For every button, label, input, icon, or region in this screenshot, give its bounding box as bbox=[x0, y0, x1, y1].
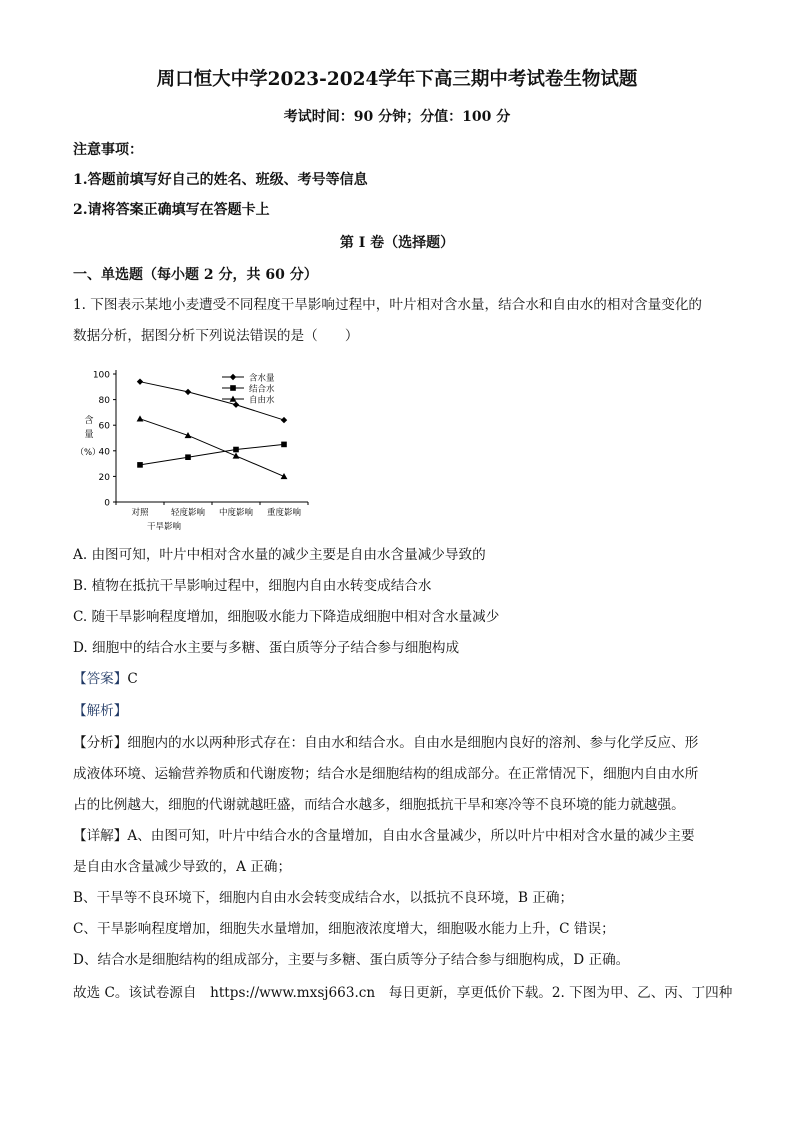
answer-line bbox=[73, 669, 138, 689]
fenxi-text-1: 细胞内的水以两种形式存在：自由水和结合水。自由水是细胞内良好的溶剂、参与化学反应、形 bbox=[127, 735, 699, 751]
data-point bbox=[281, 417, 287, 423]
volume-heading: 第 I 卷（选择题） bbox=[339, 235, 455, 251]
data-point bbox=[281, 473, 288, 479]
notice-heading: 注意事项： bbox=[73, 142, 143, 158]
y-tick-label: 20 bbox=[98, 472, 110, 483]
y-tick-label: 100 bbox=[92, 370, 110, 381]
y-axis-title-char: 量 bbox=[84, 430, 94, 440]
fenxi-line-1 bbox=[73, 733, 698, 753]
xiangjie-line-4: C、干旱影响程度增加，细胞失水量增加，细胞液浓度增大，细胞吸水能力上升，C 错误； bbox=[73, 921, 615, 937]
data-point bbox=[137, 378, 143, 384]
y-tick-label: 80 bbox=[98, 396, 110, 407]
answer-tag: 【答案】 bbox=[73, 671, 128, 687]
xiangjie-line-2: 是自由水含量减少导致的，A 正确； bbox=[73, 859, 292, 875]
fenxi-line-2: 成液体环境、运输营养物质和代谢废物；结合水是细胞结构的组成部分。在正常情况下，细胞内自由水所 bbox=[73, 766, 699, 782]
x-tick-label: 中度影响 bbox=[218, 508, 254, 518]
x-tick-label: 重度影响 bbox=[266, 508, 302, 518]
legend-label: 自由水 bbox=[249, 395, 275, 406]
question-stem-line-2: 数据分析，据图分析下列说法错误的是（ ） bbox=[73, 328, 359, 344]
series-line bbox=[140, 444, 284, 464]
x-axis-title: 干旱影响 bbox=[146, 522, 182, 532]
option-d: D. 细胞中的结合水主要与多糖、蛋白质等分子结合参与细胞构成 bbox=[73, 640, 460, 656]
legend-label: 含水量 bbox=[249, 373, 275, 384]
water-content-chart bbox=[72, 362, 322, 540]
data-point bbox=[137, 415, 144, 421]
data-point bbox=[185, 389, 191, 395]
series-line bbox=[140, 419, 284, 477]
xiangjie-line-5: D、结合水是细胞结构的组成部分，主要与多糖、蛋白质等分子结合参与细胞构成，D 正确。 bbox=[73, 952, 630, 968]
exam-info: 考试时间：90 分钟；分值：100 分 bbox=[283, 109, 511, 125]
xiangjie-line-1 bbox=[73, 826, 695, 846]
data-point bbox=[281, 442, 287, 448]
xiangjie-line-3: B、干旱等不良环境下，细胞内自由水会转变成结合水，以抵抗不良环境，B 正确； bbox=[73, 890, 574, 906]
option-b: B. 植物在抵抗干旱影响过程中，细胞内自由水转变成结合水 bbox=[73, 578, 432, 594]
data-point bbox=[233, 402, 239, 408]
xiangjie-text-1: A、由图可知，叶片中结合水的含量增加，自由水含量减少，所以叶片中相对含水量的减少主要 bbox=[127, 828, 695, 844]
data-point bbox=[137, 462, 143, 468]
data-point bbox=[233, 453, 240, 459]
legend-marker bbox=[230, 385, 236, 391]
y-tick-label: 0 bbox=[104, 498, 110, 509]
question-stem-line-1: 1. 下图表示某地小麦遭受不同程度干旱影响过程中，叶片相对含水量，结合水和自由水的相对含量变化的 bbox=[73, 297, 703, 313]
final-line: 故选 C。该试卷源自 https://www.mxsj663.cn 每日更新，享更低价下载。2. 下图为甲、乙、丙、丁四种 bbox=[73, 985, 733, 1001]
data-point bbox=[233, 447, 239, 453]
data-point bbox=[185, 454, 191, 460]
analysis-tag: 【解析】 bbox=[73, 703, 128, 719]
fenxi-tag: 【分析】 bbox=[73, 735, 128, 751]
page-title: 周口恒大中学2023-2024学年下高三期中考试卷生物试题 bbox=[156, 69, 638, 90]
legend-label: 结合水 bbox=[249, 384, 275, 395]
y-axis-unit: （%） bbox=[75, 448, 101, 458]
x-tick-label: 轻度影响 bbox=[170, 508, 206, 518]
xiangjie-tag: 【详解】 bbox=[73, 828, 128, 844]
fenxi-line-3: 占的比例越大，细胞的代谢就越旺盛，而结合水越多，细胞抵抗干旱和寒冷等不良环境的能力就越强。 bbox=[73, 797, 685, 813]
option-a: A. 由图可知，叶片中相对含水量的减少主要是自由水含量减少导致的 bbox=[73, 547, 486, 563]
answer-value: C bbox=[127, 671, 138, 687]
y-axis-title-char: 含 bbox=[84, 416, 94, 426]
x-tick-label: 对照 bbox=[131, 508, 149, 518]
notice-item-1: 1.答题前填写好自己的姓名、班级、考号等信息 bbox=[73, 172, 368, 188]
y-tick-label: 60 bbox=[98, 421, 110, 432]
y-tick-label: 40 bbox=[98, 447, 110, 458]
legend-marker bbox=[230, 374, 236, 380]
notice-item-2: 2.请将答案正确填写在答题卡上 bbox=[73, 202, 270, 218]
option-c: C. 随干旱影响程度增加，细胞吸水能力下降造成细胞中相对含水量减少 bbox=[73, 609, 500, 625]
section-heading: 一、单选题（每小题 2 分，共 60 分） bbox=[73, 267, 318, 283]
